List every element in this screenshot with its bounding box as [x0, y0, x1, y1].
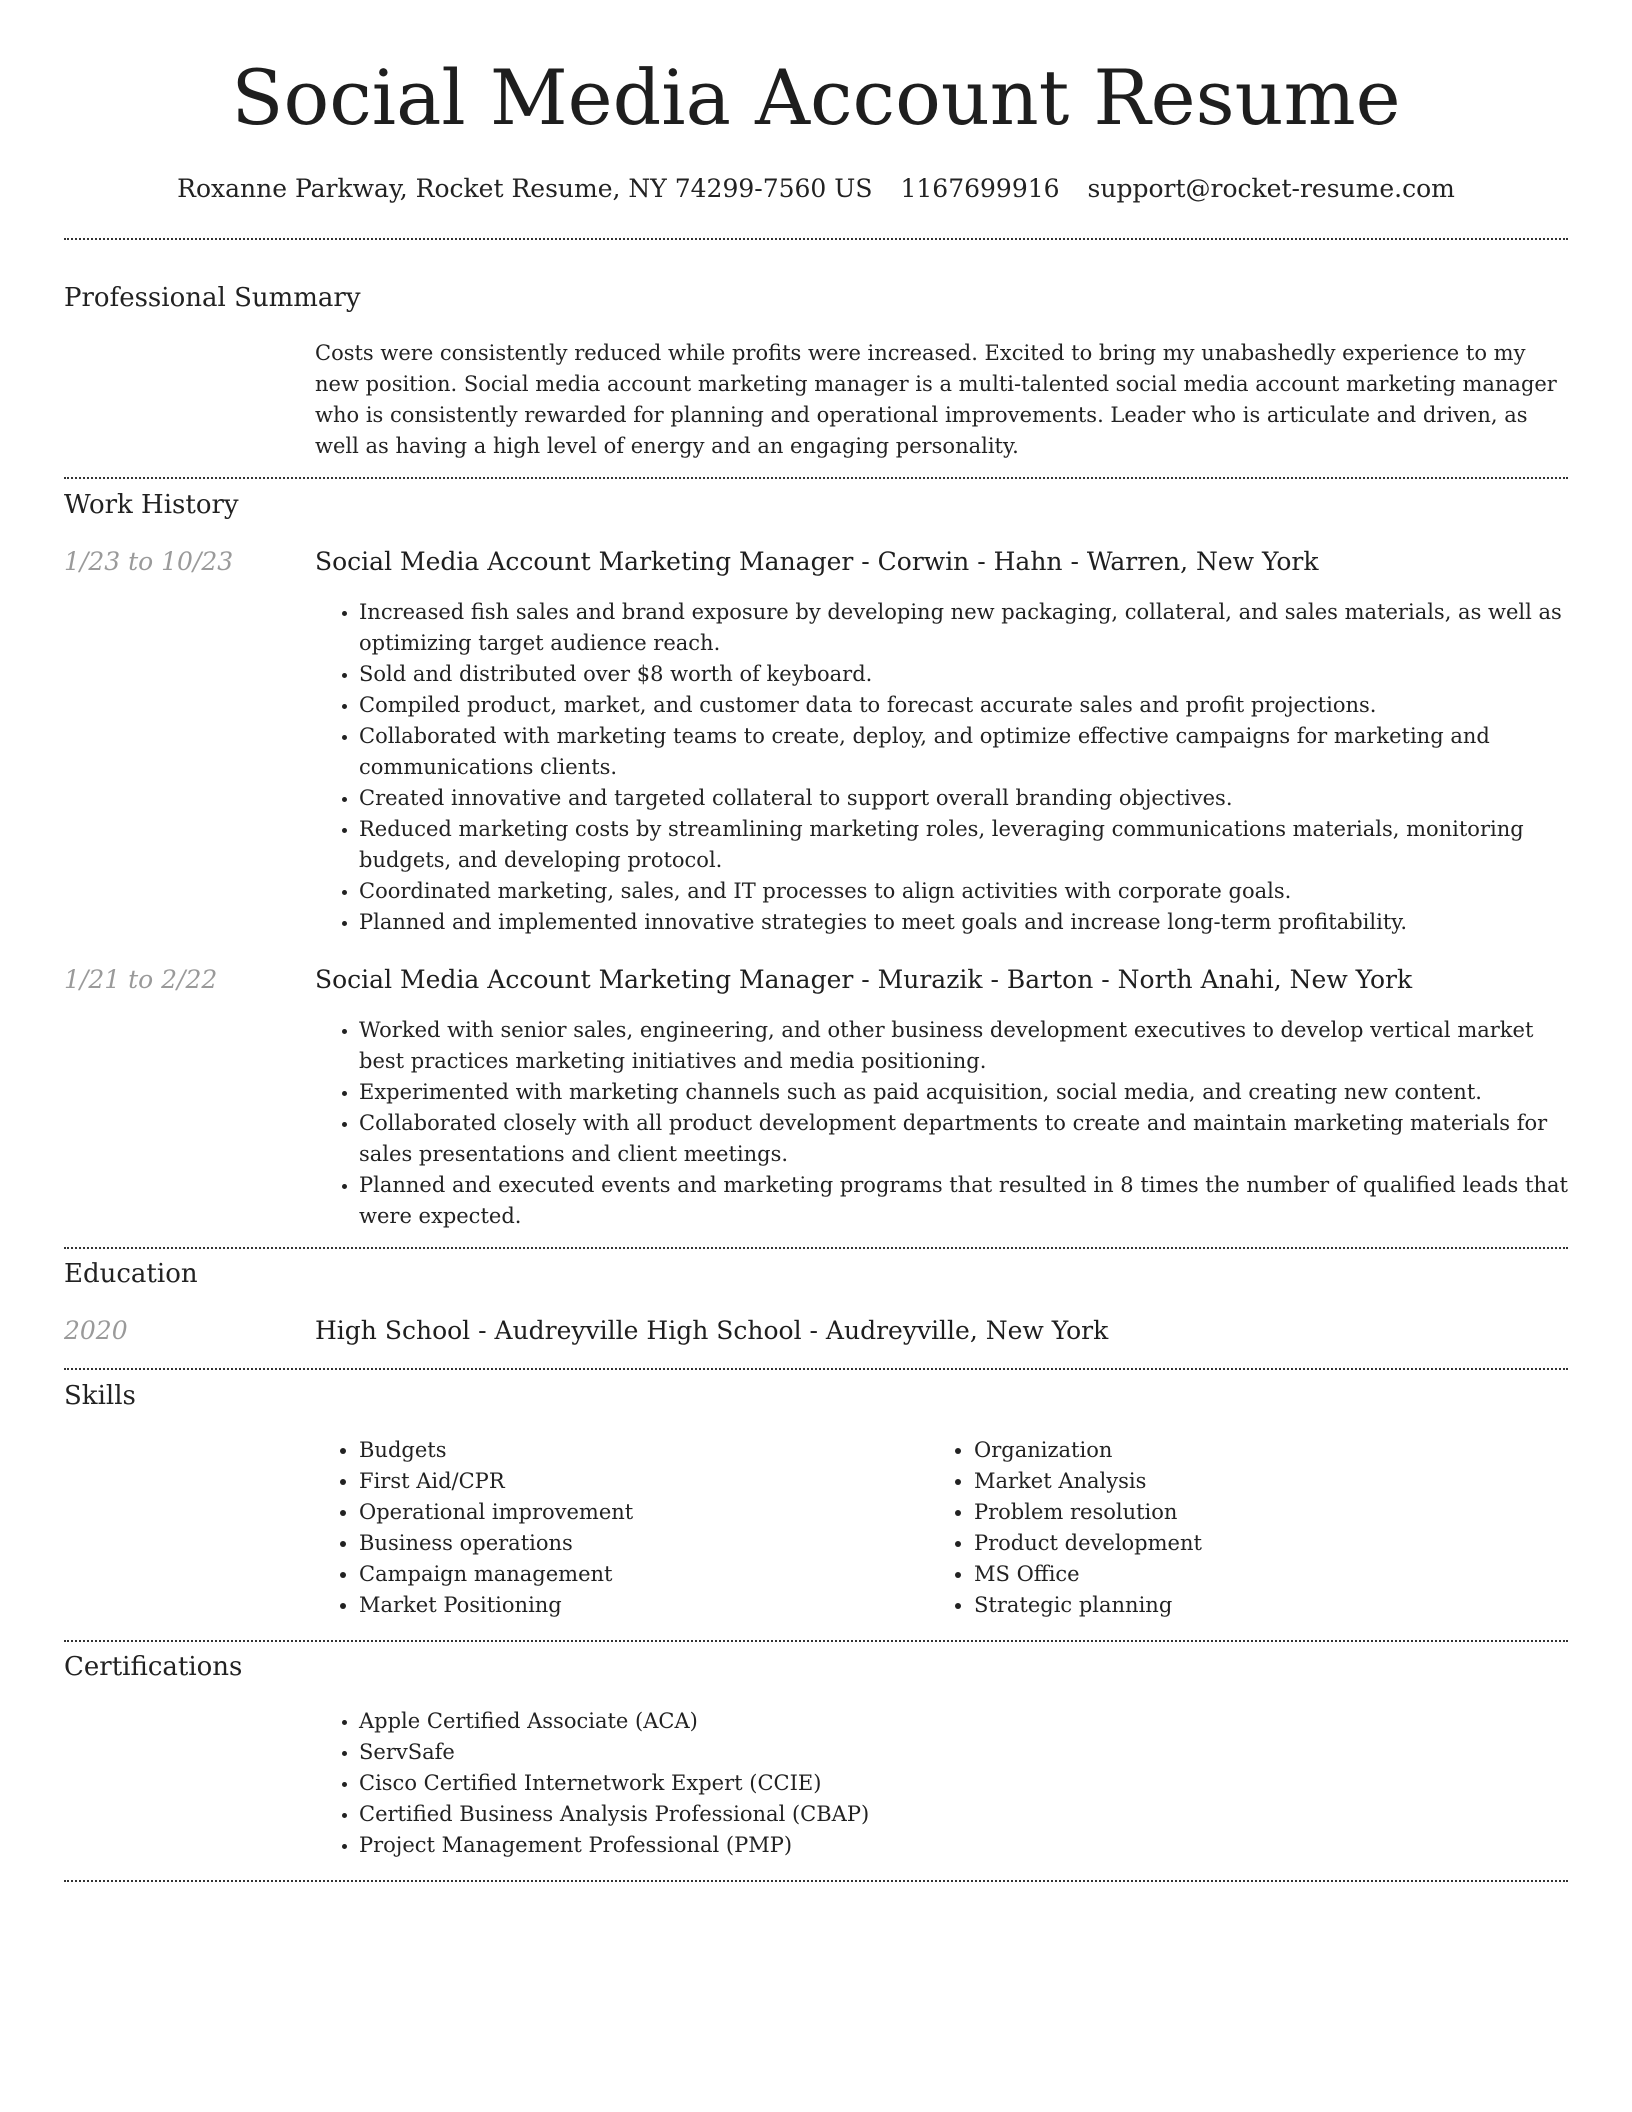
certification-item: • Certified Business Analysis Professional (CBAP): [359, 1799, 1568, 1830]
list-item: • Collaborated with marketing teams to create, deploy, and optimize effective campaigns for marketing and communications clients.: [359, 721, 1568, 783]
section-divider: [64, 1640, 1568, 1642]
list-item: • Experimented with marketing channels such as paid acquisition, social media, and creating new content.: [359, 1077, 1568, 1108]
work-history-heading: Work History: [64, 490, 239, 520]
job-dates: 1/21 to 2/22: [64, 965, 218, 994]
list-item: • Planned and implemented innovative strategies to meet goals and increase long-term profitability.: [359, 907, 1568, 938]
contact-address: Roxanne Parkway, Rocket Resume, NY 74299-7560 US: [177, 174, 873, 203]
list-item: • Sold and distributed over $8 worth of keyboard.: [359, 659, 1568, 690]
job-bullets: [315, 597, 1568, 938]
job-title: Social Media Account Marketing Manager - Murazik - Barton - North Anahi, New York: [315, 965, 1413, 994]
list-item: • Collaborated closely with all product development departments to create and maintain marketing materials for sales presentations and client meetings.: [359, 1108, 1568, 1170]
education-entry: High School - Audreyville High School - Audreyville, New York: [315, 1316, 1109, 1345]
list-item: • Worked with senior sales, engineering, and other business development executives to develop vertical market best practices marketing initiatives and media positioning.: [359, 1015, 1568, 1077]
skill-item: • Problem resolution: [974, 1497, 1574, 1528]
certification-item: • Cisco Certified Internetwork Expert (CCIE): [359, 1768, 1568, 1799]
summary-text: Costs were consistently reduced while profits were increased. Excited to bring my unabashedly experience to my new position. Social media account marketing manager is a multi-talented social media account marketing manager who is consistently rewarded for planning and operational improvements. Leader who is articulate and driven, as well as having a high level of energy and an engaging personality.: [315, 341, 1557, 458]
job-dates: 1/23 to 10/23: [64, 547, 234, 576]
section-divider: [64, 1368, 1568, 1370]
contact-email: support@rocket-resume.com: [1087, 174, 1455, 203]
skills-list-right: [930, 1435, 1574, 1621]
skill-item: • Business operations: [359, 1528, 919, 1559]
skill-item: • First Aid/CPR: [359, 1466, 919, 1497]
section-divider: [64, 1247, 1568, 1249]
certification-item: • Apple Certified Associate (ACA): [359, 1706, 1568, 1737]
summary-heading: Professional Summary: [64, 283, 361, 313]
skill-item: • Market Analysis: [974, 1466, 1574, 1497]
resume-title: Social Media Account Resume: [231, 53, 1401, 142]
list-item: • Reduced marketing costs by streamlining marketing roles, leveraging communications materials, monitoring budgets, and developing protocol.: [359, 814, 1568, 876]
education-year: 2020: [64, 1316, 128, 1345]
certification-item: • Project Management Professional (PMP): [359, 1830, 1568, 1861]
contact-line: [0, 172, 1632, 206]
skill-item: • MS Office: [974, 1559, 1574, 1590]
contact-phone: 1167699916: [900, 174, 1060, 203]
section-divider: [64, 477, 1568, 479]
section-divider: [64, 1880, 1568, 1882]
list-item: • Created innovative and targeted collateral to support overall branding objectives.: [359, 783, 1568, 814]
skill-item: • Market Positioning: [359, 1590, 919, 1621]
skills-list-left: [315, 1435, 919, 1621]
education-heading: Education: [64, 1259, 198, 1289]
skills-heading: Skills: [64, 1381, 136, 1411]
list-item: • Compiled product, market, and customer data to forecast accurate sales and profit projections.: [359, 690, 1568, 721]
skill-item: • Strategic planning: [974, 1590, 1574, 1621]
list-item: • Increased fish sales and brand exposure by developing new packaging, collateral, and sales materials, as well as optimizing target audience reach.: [359, 597, 1568, 659]
skill-item: • Budgets: [359, 1435, 919, 1466]
skill-item: • Organization: [974, 1435, 1574, 1466]
job-title: Social Media Account Marketing Manager - Corwin - Hahn - Warren, New York: [315, 547, 1319, 576]
skill-item: • Operational improvement: [359, 1497, 919, 1528]
job-bullets: [315, 1015, 1568, 1232]
list-item: • Planned and executed events and marketing programs that resulted in 8 times the number of qualified leads that were expected.: [359, 1170, 1568, 1232]
certifications-list: [315, 1706, 1568, 1861]
certification-item: • ServSafe: [359, 1737, 1568, 1768]
skill-item: • Product development: [974, 1528, 1574, 1559]
certifications-heading: Certifications: [64, 1652, 243, 1682]
section-divider: [64, 238, 1568, 240]
skill-item: • Campaign management: [359, 1559, 919, 1590]
list-item: • Coordinated marketing, sales, and IT processes to align activities with corporate goals.: [359, 876, 1568, 907]
